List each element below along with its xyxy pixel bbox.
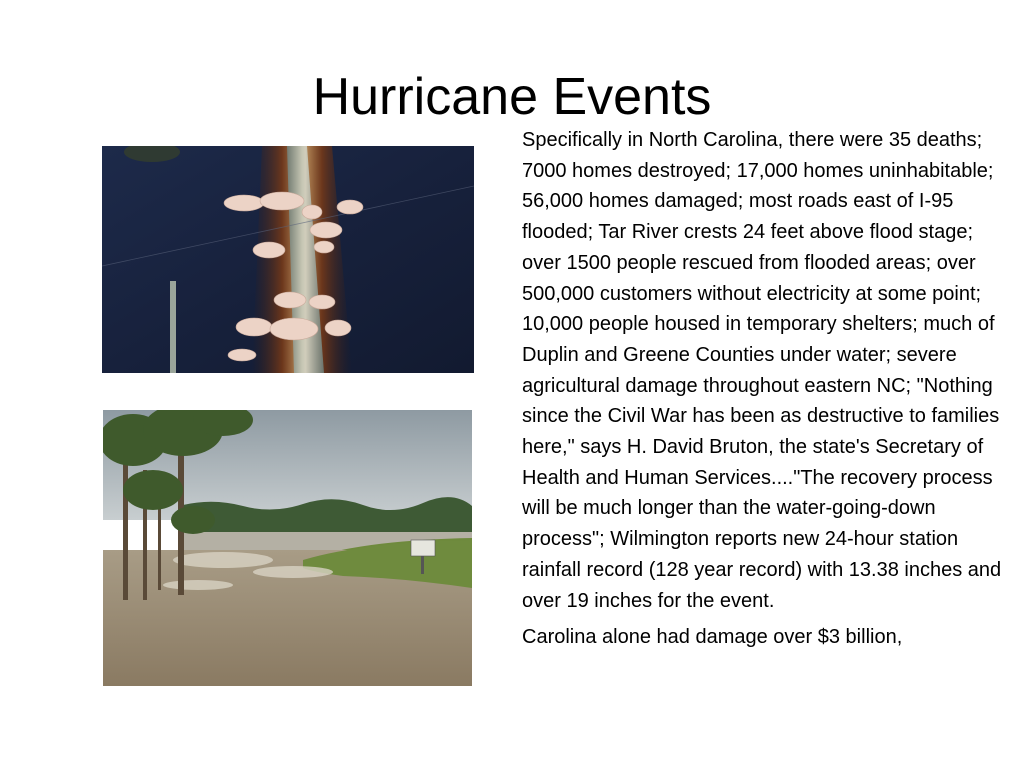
flooded-road-pigs-photo bbox=[102, 146, 474, 373]
flooded-river-photo bbox=[103, 410, 472, 686]
flooded-river-image bbox=[103, 410, 472, 686]
body-paragraph: Carolina alone had damage over $3 billion, bbox=[522, 626, 903, 649]
body-paragraph: Specifically in North Carolina, there were 35 deaths; 7000 homes destroyed; 17,000 homes uninhabitable; 56,000 homes damaged; most roads east of I-95 flooded; Tar River crests 24 feet above flood stage; over 1500 people rescued from flooded areas; over 500,000 customers without electricity at some point; 10,000 people housed in temporary shelters; much of Duplin and Greene Counties under water; severe agricultural damage throughout eastern NC; "Nothing since the Civil War has been as destructive to families here," says H. David Bruton, the state's Secretary of Health and Human Services...."The recovery process will be much longer than the water-going-down process"; Wilmington reports new 24-hour station rainfall record (128 year record) with 13.38 inches and over 19 inches for the event. bbox=[522, 129, 1002, 612]
flooded-road-pigs-image bbox=[102, 146, 474, 373]
slide-title: Hurricane Events bbox=[312, 68, 712, 126]
slide-body-text bbox=[522, 125, 1007, 653]
